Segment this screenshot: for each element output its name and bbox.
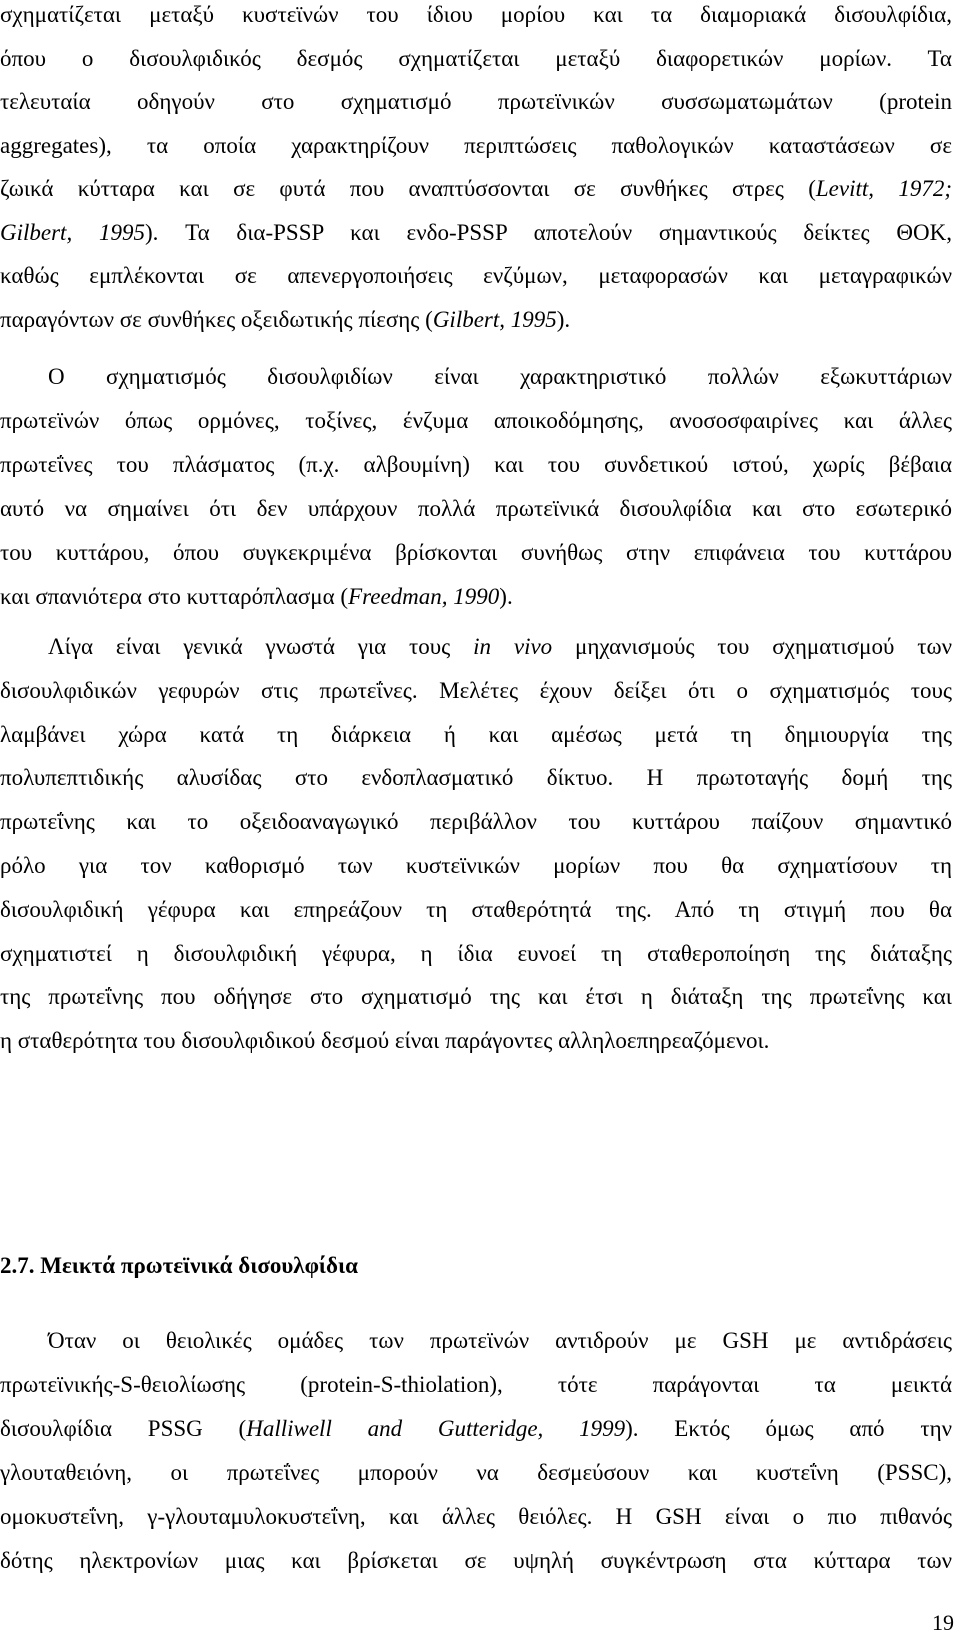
- text-line: [0, 676, 952, 706]
- text-line: [0, 720, 952, 750]
- line-text: ). Εκτός όμως από την: [625, 1416, 953, 1441]
- italic-text: Gilbert, 1995: [0, 219, 145, 245]
- line-text: σχηματιστεί η δισουλφιδική γέφυρα, η ίδια ευνοεί τη σταθεροποίηση της διάταξης: [0, 940, 952, 966]
- line-text: της πρωτεΐνης που οδήγησε στο σχηματισμό της και έτσι η διάταξη της πρωτεΐνης και: [0, 984, 952, 1010]
- text-line: [0, 305, 952, 335]
- line-text: ζωικά κύτταρα και σε φυτά που αναπτύσσονται σε συνθήκες στρες (: [0, 176, 816, 201]
- line-text: τελευταία οδηγούν στο σχηματισμό πρωτεϊνικών συσσωματωμάτων (protein: [0, 89, 952, 114]
- text-line: [0, 1546, 952, 1576]
- line-text: και σπανιότερα στο κυτταρόπλασμα (: [0, 584, 349, 609]
- text-line: [0, 450, 952, 480]
- line-text: δισουλφίδια PSSG (: [0, 1416, 247, 1441]
- text-line: [0, 406, 952, 436]
- text-line: [0, 131, 952, 161]
- line-text: αυτό να σημαίνει ότι δεν υπάρχουν πολλά πρωτεϊνικά δισουλφίδια και στο εσωτερικό: [0, 496, 952, 521]
- text-line: [0, 895, 952, 925]
- line-text: γλουταθειόνη, οι πρωτεΐνες μπορούν να δεσμεύσουν και κυστεΐνη (PSSC),: [0, 1460, 952, 1485]
- line-text: λαμβάνει χώρα κατά τη διάρκεια ή και αμέσως μετά τη δημιουργία της: [0, 721, 952, 747]
- text-line: [0, 1370, 952, 1400]
- line-text: πολυπεπτιδικής αλυσίδας στο ενδοπλασματικό δίκτυο. Η πρωτοταγής δομή της: [0, 765, 952, 791]
- text-line: [0, 44, 952, 74]
- line-text: ).: [499, 584, 513, 609]
- line-text: του κυττάρου, όπου συγκεκριμένα βρίσκονται συνήθως στην επιφάνεια του κυττάρου: [0, 540, 952, 565]
- line-text: πρωτεΐνες του πλάσματος (π.χ. αλβουμίνη) και του συνδετικού ιστού, χωρίς βέβαια: [0, 452, 952, 477]
- line-text: Όταν οι θειολικές ομάδες των πρωτεϊνών αντιδρούν με GSH με αντιδράσεις: [48, 1328, 952, 1353]
- line-text: ρόλο για τον καθορισμό των κυστεϊνικών μορίων που θα σχηματίσουν τη: [0, 853, 952, 878]
- text-line: [0, 807, 952, 837]
- text-line: [48, 632, 952, 662]
- line-text: μηχανισμούς του σχηματισμού των: [552, 634, 952, 659]
- text-line: [0, 939, 952, 969]
- page-number: 19: [932, 1610, 954, 1635]
- line-text: Ο σχηματισμός δισουλφιδίων είναι χαρακτηριστικό πολλών εξωκυττάριων: [48, 364, 952, 389]
- text-line: [0, 174, 952, 204]
- line-text: ). Τα δια-PSSP και ενδο-PSSP αποτελούν σημαντικούς δείκτες ΘΟΚ,: [144, 219, 952, 245]
- line-text: καθώς εμπλέκονται σε απενεργοποιήσεις ενζύμων, μεταφορασών και μεταγραφικών: [0, 263, 952, 288]
- line-text: Λίγα είναι γενικά γνωστά για τους: [48, 634, 474, 659]
- italic-text: Halliwell and Gutteridge, 1999: [246, 1416, 626, 1441]
- line-text: σχηματίζεται μεταξύ κυστεϊνών του ίδιου μορίου και τα διαμοριακά δισουλφίδια,: [0, 2, 952, 27]
- line-text: πρωτεΐνης και το οξειδοαναγωγικό περιβάλλον του κυττάρου παίζουν σημαντικό: [0, 809, 952, 835]
- line-text: η σταθερότητα του δισουλφιδικού δεσμού είναι παράγοντες αλληλοεπηρεαζόμενοι.: [0, 1028, 770, 1054]
- text-line: [0, 1502, 952, 1532]
- text-line: [0, 982, 952, 1012]
- line-text: ομοκυστεΐνη, γ-γλουταμυλοκυστεΐνη, και άλλες θειόλες. Η GSH είναι ο πιο πιθανός: [0, 1504, 952, 1529]
- line-text: παραγόντων σε συνθήκες οξειδωτικής πίεσης (: [0, 306, 433, 332]
- line-text: πρωτεϊνικής-S-θειολίωσης (protein-S-thiolation), τότε παράγονται τα μεικτά: [0, 1372, 952, 1397]
- text-line: [0, 763, 952, 793]
- line-text: aggregates), τα οποία χαρακτηρίζουν περιπτώσεις παθολογικών καταστάσεων σε: [0, 132, 952, 158]
- italic-text: Levitt, 1972;: [815, 176, 952, 201]
- italic-text: Freedman, 1990: [348, 584, 500, 609]
- text-line: [0, 218, 952, 248]
- line-text: δισουλφιδικών γεφυρών στις πρωτεΐνες. Μελέτες έχουν δείξει ότι ο σχηματισμός τους: [0, 677, 952, 703]
- text-line: [48, 362, 952, 392]
- text-line: [0, 261, 952, 291]
- text-line: [48, 1326, 952, 1356]
- line-text: δισουλφιδική γέφυρα και επηρεάζουν τη σταθερότητά της. Από τη στιγμή που θα: [0, 896, 952, 922]
- text-line: [0, 87, 952, 117]
- italic-text: in vivo: [473, 634, 553, 659]
- text-line: [0, 851, 952, 881]
- text-line: [0, 1458, 952, 1488]
- italic-text: Gilbert, 1995: [432, 306, 557, 332]
- line-text: πρωτεϊνών όπως ορμόνες, τοξίνες, ένζυμα αποικοδόμησης, ανοσοσφαιρίνες και άλλες: [0, 408, 952, 433]
- section-heading: 2.7. Μεικτά πρωτεϊνικά δισουλφίδια: [0, 1253, 358, 1278]
- text-line: [0, 1026, 952, 1056]
- line-text: ).: [556, 306, 571, 332]
- text-line: [0, 0, 952, 30]
- line-text: όπου ο δισουλφιδικός δεσμός σχηματίζεται μεταξύ διαφορετικών μορίων. Τα: [0, 45, 952, 71]
- line-text: δότης ηλεκτρονίων μιας και βρίσκεται σε υψηλή συγκέντρωση στα κύτταρα των: [0, 1548, 952, 1573]
- text-line: [0, 1414, 952, 1444]
- text-line: [0, 582, 952, 612]
- text-line: [0, 538, 952, 568]
- text-line: [0, 494, 952, 524]
